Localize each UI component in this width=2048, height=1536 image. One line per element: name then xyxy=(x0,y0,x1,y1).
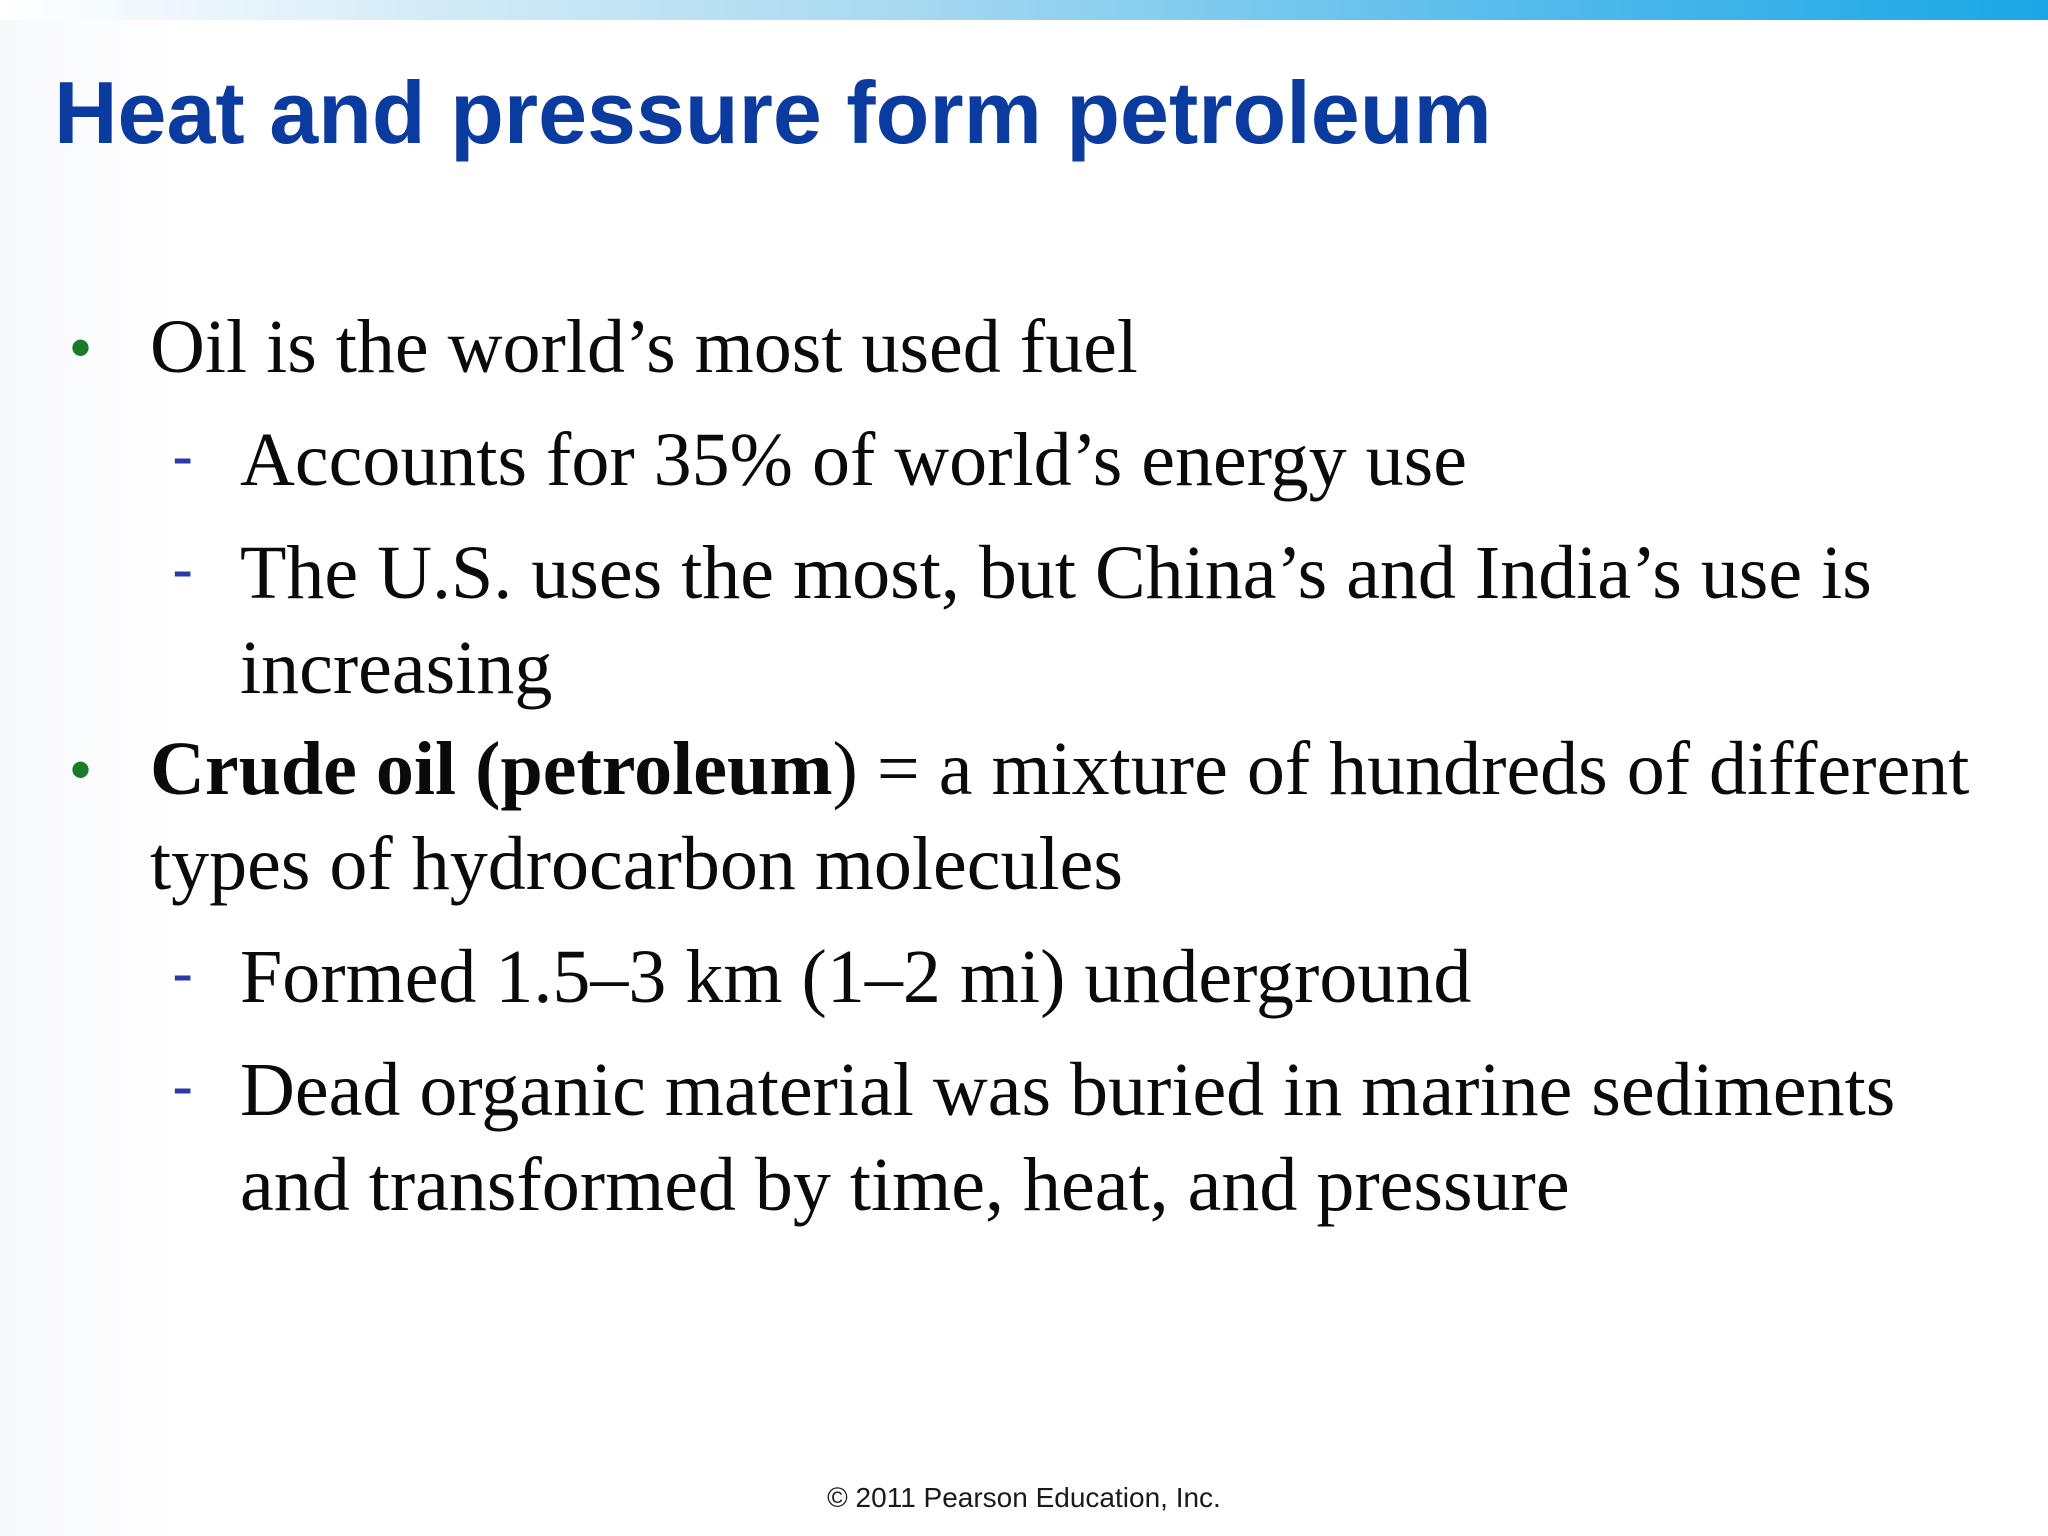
bullet-2 xyxy=(0,722,1990,912)
copyright-footer: © 2011 Pearson Education, Inc. xyxy=(827,1482,1221,1513)
sub-bullet-marker: - xyxy=(172,533,194,605)
sub-bullet-1-1-text: Accounts for 35% of world’s energy use xyxy=(240,418,1467,502)
paren-close: ) xyxy=(832,727,858,811)
slide-body xyxy=(0,300,2048,1233)
sub-bullet-2-2-text: Dead organic material was buried in marine sediments and transformed by time, heat, and pressure xyxy=(240,1048,1896,1227)
sub-bullet-marker: - xyxy=(172,420,194,492)
bullet-1 xyxy=(0,300,1990,395)
term-crude-oil: Crude oil ( xyxy=(150,727,501,811)
slide-title: Heat and pressure form petroleum xyxy=(54,63,1492,162)
bullet-marker: • xyxy=(70,736,92,803)
sub-bullet-1-2 xyxy=(0,526,2000,716)
sub-bullet-marker: - xyxy=(172,1050,194,1122)
sub-bullet-2-2 xyxy=(0,1043,2000,1233)
sub-bullet-1-1 xyxy=(0,413,2000,508)
sub-bullet-2-1 xyxy=(0,930,2000,1025)
sub-bullet-marker: - xyxy=(172,937,194,1009)
term-petroleum: petroleum xyxy=(500,727,833,811)
sub-bullet-2-1-text: Formed 1.5–3 km (1–2 mi) underground xyxy=(240,935,1472,1019)
top-accent-bar xyxy=(0,0,2048,20)
bullet-1-text: Oil is the world’s most used fuel xyxy=(150,305,1138,389)
bullet-marker: • xyxy=(70,314,92,381)
sub-bullet-1-2-text: The U.S. uses the most, but China’s and India’s use is increasing xyxy=(240,531,1872,710)
bullet-2-definition: = a mixture of hundreds of different types of hydrocarbon molecules xyxy=(150,727,1970,906)
